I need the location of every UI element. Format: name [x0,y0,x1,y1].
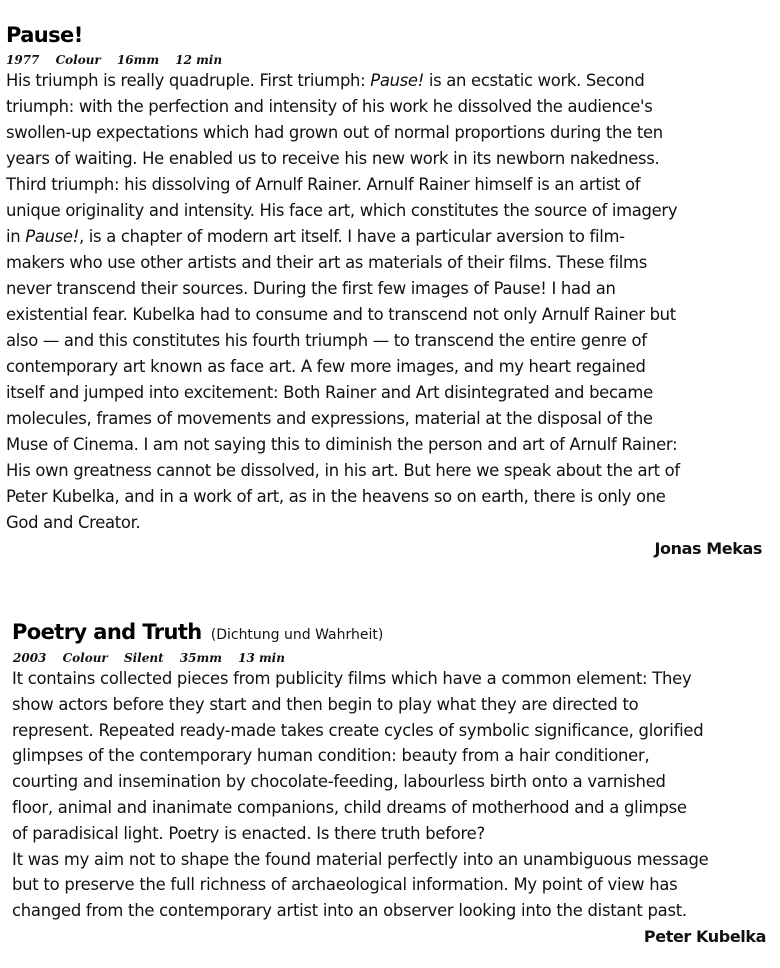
text-line: floor, animal and inanimate companions, child dreams of motherhood and a glimpse [12,797,687,817]
text-line: God and Creator. [6,513,141,532]
text-line: courting and insemination by chocolate-feeding, labourless birth onto a varnished [12,772,666,792]
text-line: also — and this constitutes his fourth triumph — to transcend the entire genre of [6,331,647,350]
film-title: Poetry and Truth [12,620,202,644]
author-signature: Jonas Mekas [654,539,762,558]
text-line: represent. Repeated ready-made takes create cycles of symbolic significance, glorified [12,720,704,740]
meta-format: 35mm [179,651,222,665]
film-subtitle: (Dichtung und Wahrheit) [210,627,384,643]
text-line: Third triumph: his dissolving of Arnulf Rainer. Arnulf Rainer himself is an artist of [6,175,641,194]
meta-duration: 13 min [238,651,285,665]
author-signature: Peter Kubelka [643,926,766,946]
meta-sound: Silent [123,651,164,665]
film-meta [0,650,780,666]
film-entry-poetry-and-truth [0,617,780,950]
text-line: unique originality and intensity. His face art, which constitutes the source of imagery [6,201,678,220]
meta-duration: 12 min [175,53,223,67]
text-line: It was my aim not to shape the found material perfectly into an unambiguous message [12,849,709,869]
text-line: glimpses of the contemporary human condition: beauty from a hair conditioner, [12,746,650,766]
meta-year: 1977 [6,53,40,67]
text-line: changed from the contemporary artist into an observer looking into the distant past. [12,901,687,921]
text-line: molecules, frames of movements and expressions, material at the disposal of the [6,409,653,428]
film-entry-pause [0,20,780,562]
text-line: makers who use other artists and their art as materials of their films. These films [6,253,647,272]
text-line: Muse of Cinema. I am not saying this to diminish the person and art of Arnulf Rainer: [6,435,678,454]
text-line: existential fear. Kubelka had to consume and to transcend not only Arnulf Rainer but [6,305,676,324]
text-line: in Pause!, is a chapter of modern art itself. I have a particular aversion to film- [6,227,625,246]
text-line: show actors before they start and then begin to play what they are directed to [12,694,639,714]
meta-format: 16mm [116,53,160,67]
meta-year: 2003 [13,651,47,665]
text-line: His triumph is really quadruple. First triumph: Pause! is an ecstatic work. Second [6,71,645,90]
text-line: It contains collected pieces from publicity films which have a common element: They [12,669,692,688]
meta-colour: Colour [55,53,101,67]
film-description [0,666,780,924]
film-title: Pause! [6,23,83,47]
film-meta [0,52,780,68]
text-line: contemporary art known as face art. A few more images, and my heart regained [6,357,646,376]
text-line: His own greatness cannot be dissolved, in his art. But here we speak about the art of [6,461,680,480]
text-line: Peter Kubelka, and in a work of art, as in the heavens so on earth, there is only one [6,487,666,506]
meta-colour: Colour [62,651,108,665]
text-line: triumph: with the perfection and intensity of his work he dissolved the audience's [6,97,653,116]
text-line: itself and jumped into excitement: Both Rainer and Art disintegrated and became [6,383,653,402]
text-line: but to preserve the full richness of archaeological information. My point of view has [12,875,678,895]
text-line: never transcend their sources. During the first few images of Pause! I had an [6,279,616,298]
film-description [0,68,780,536]
text-line: years of waiting. He enabled us to receive his new work in its newborn nakedness. [6,149,660,168]
text-line: of paradisical light. Poetry is enacted. Is there truth before? [12,823,485,843]
text-line: swollen-up expectations which had grown out of normal proportions during the ten [6,123,663,142]
